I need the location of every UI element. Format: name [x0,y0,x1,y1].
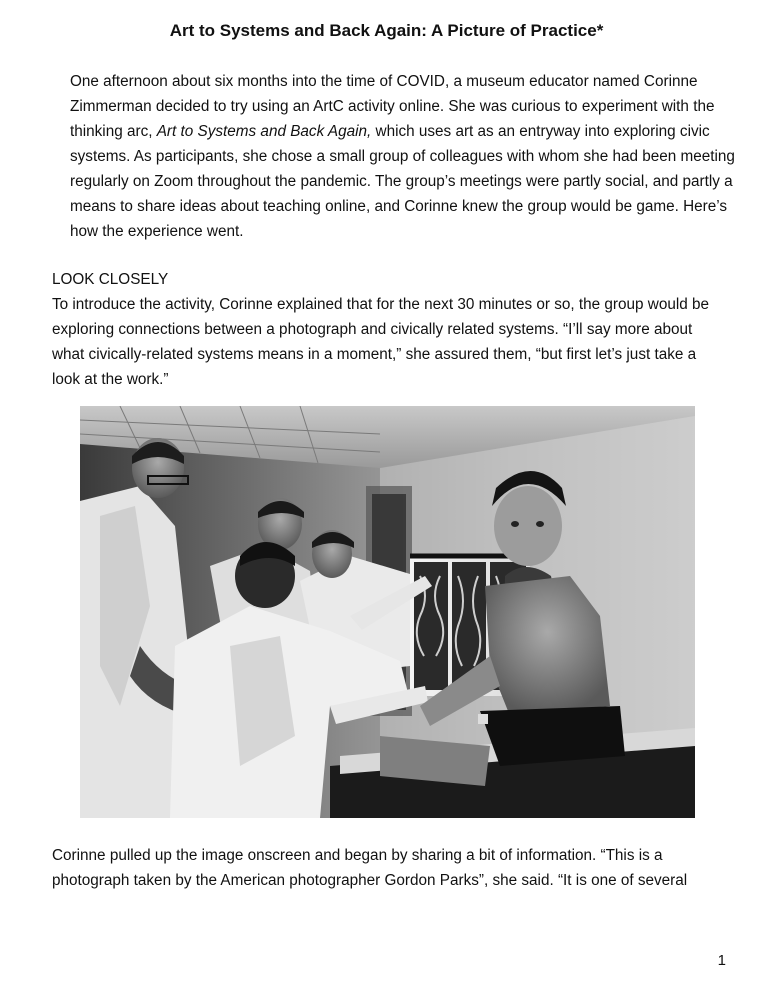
section-heading: LOOK CLOSELY [52,271,169,288]
page-title: Art to Systems and Back Again: A Picture of Practice* [169,21,604,40]
closing-paragraph: Corinne pulled up the image onscreen and began by sharing a bit of information. “This is a photograph taken by the American photographer Gordon Parks”, she said. “It is one of several [52,847,688,889]
look-closely-section [52,267,726,392]
intro-paragraph [52,69,744,244]
page-number: 1 [717,952,726,969]
photograph [80,406,695,818]
intro-text-start: One afternoon about six months into the time of COVID, a museum educator named Corinne Zimmerman decided to try using an ArtC activity online. She was curious to experiment with the thinking arc, [70,73,715,140]
intro-text-end: which uses art as an entryway into exploring civic systems. As participants, she chose a small group of colleagues with whom she had been meeting regularly on Zoom throughout the pandemic. The group’s meetings were partly social, and partly a means to share ideas about teaching online, and Corinne knew the group would be game. Here’s how the experience went. [70,123,735,240]
thinking-arc-title: Art to Systems and Back Again, [156,123,372,140]
photograph-illustration [80,406,695,818]
look-closely-paragraph: To introduce the activity, Corinne explained that for the next 30 minutes or so, the group would be exploring connections between a photograph and civically related systems. “I’ll say more about what civically-related systems means in a moment,” she assured them, “but first let’s just take a look at the work.” [52,296,710,388]
